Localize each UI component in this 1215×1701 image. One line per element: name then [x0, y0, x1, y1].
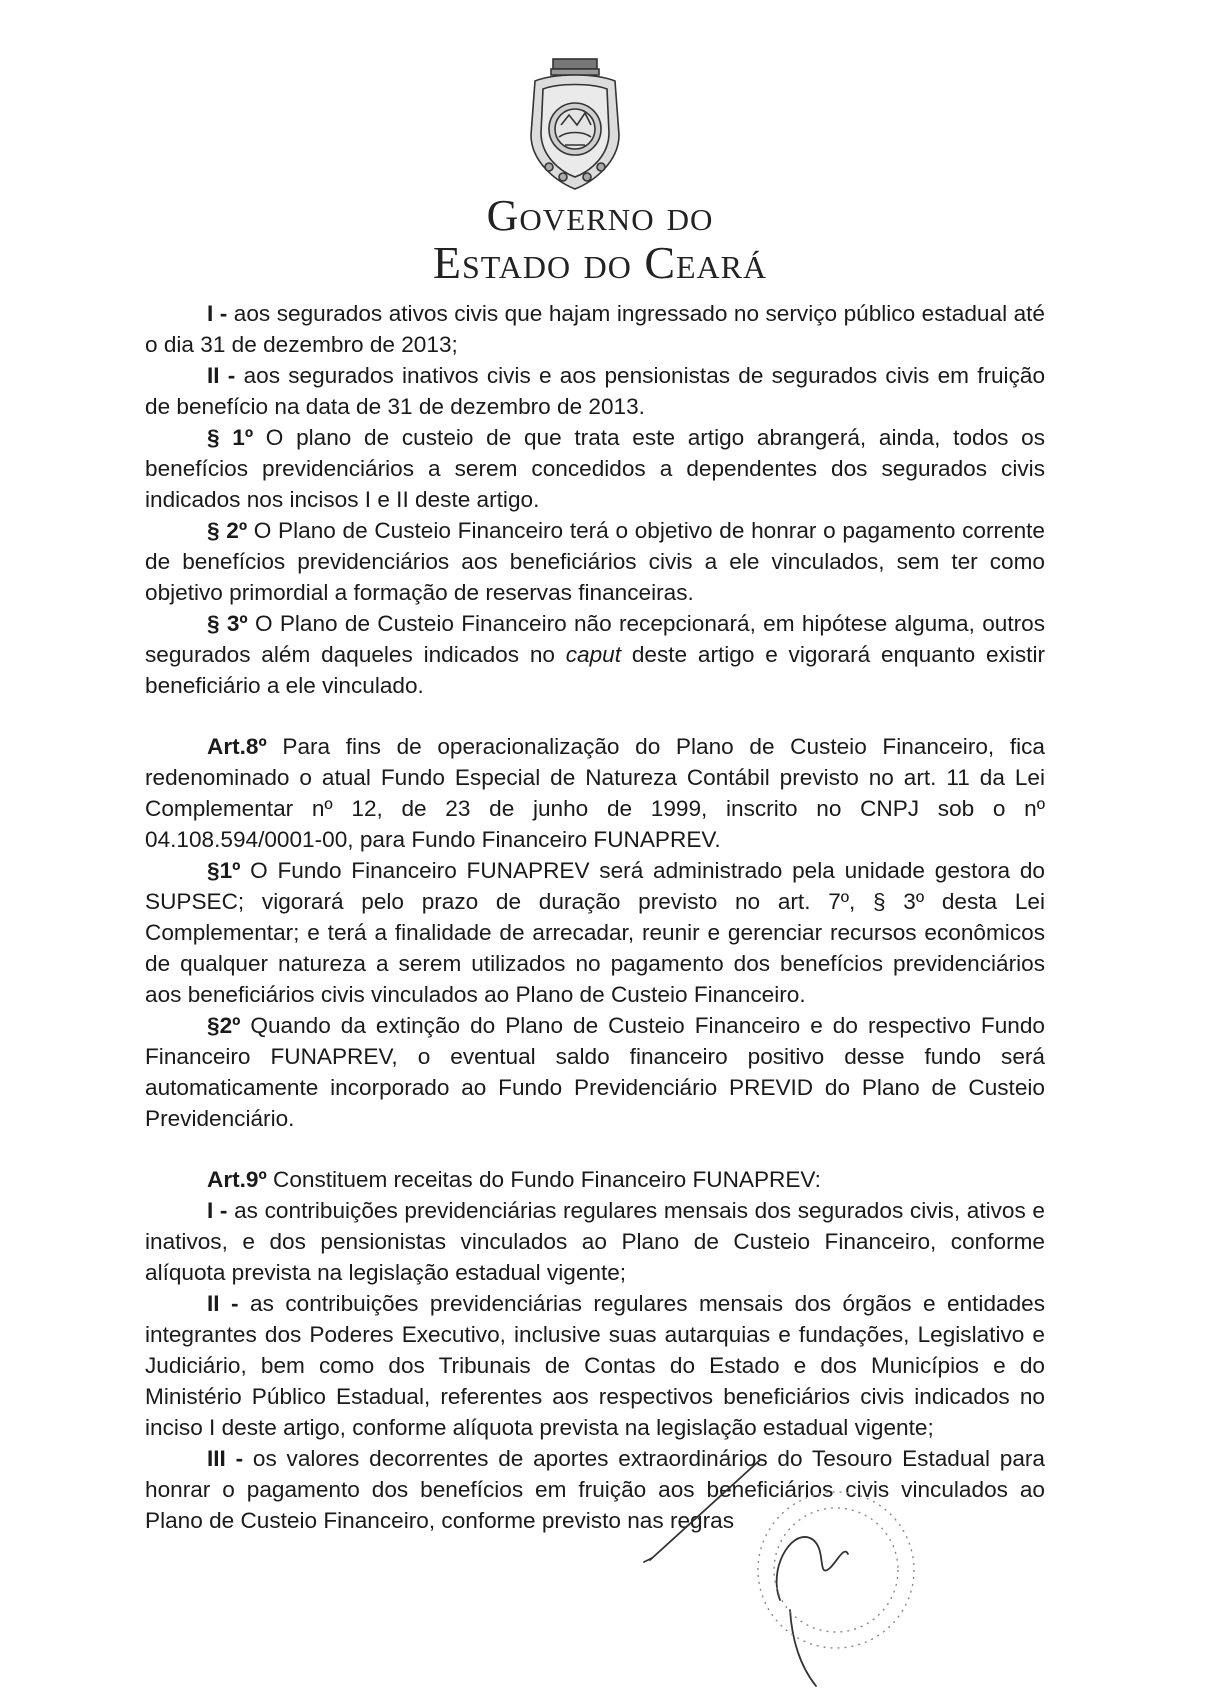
state-coat-of-arms [515, 55, 635, 193]
article-label: Art.9º [207, 1167, 267, 1192]
section-text: O plano de custeio de que trata este artigo abrangerá, ainda, todos os benefícios previdenciários a serem concedidos a dependentes dos segurados civis indicados nos incisos I e II deste artigo. [145, 425, 1045, 512]
inciso-label: III - [207, 1446, 244, 1471]
paragraph-article-8-section-1 [145, 855, 1045, 1010]
inciso-label: II - [207, 1291, 239, 1316]
inciso-text: as contribuições previdenciárias regulares mensais dos órgãos e entidades integrantes dos Poderes Executivo, inclusive suas autarquias e fundações, Legislativo e Judiciário, bem como dos Tribunais de Contas do Estado e dos Municípios e do Ministério Público Estadual, referentes aos respectivos beneficiários civis indicados no inciso I deste artigo, conforme alíquota prevista na legislação estadual vigente; [145, 1291, 1046, 1440]
inciso-text: os valores decorrentes de aportes extraordinários do Tesouro Estadual para honrar o pagamento dos benefícios em fruição aos beneficiários civis vinculados ao Plano de Custeio Financeiro, conforme previsto nas regras [145, 1446, 1045, 1533]
paragraph-article-8-section-2 [145, 1010, 1045, 1134]
header-title-line2: Estado do Ceará [432, 237, 768, 288]
section-label: § 2º [207, 518, 248, 543]
paragraph-inciso-ii [145, 360, 1045, 422]
document-body [145, 298, 1045, 1536]
section-text: O Plano de Custeio Financeiro terá o objetivo de honrar o pagamento corrente de benefícios previdenciários aos beneficiários civis a ele vinculados, sem ter como objetivo primordial a formação de reservas financeiras. [145, 518, 1045, 605]
inciso-text: aos segurados inativos civis e aos pensionistas de segurados civis em fruição de benefício na data de 31 de dezembro de 2013. [145, 363, 1046, 419]
inciso-label: II - [207, 363, 236, 388]
inciso-label: I - [207, 301, 228, 326]
inciso-text: as contribuições previdenciárias regulares mensais dos segurados civis, ativos e inativos, e dos pensionistas vinculados ao Plano de Custeio Financeiro, conforme alíquota prevista na legislação estadual vigente; [145, 1198, 1045, 1285]
header-title-line1: Governo do [486, 191, 714, 240]
inciso-text: aos segurados ativos civis que hajam ingressado no serviço público estadual até o dia 31 de dezembro de 2013; [145, 301, 1045, 357]
section-text: Quando da extinção do Plano de Custeio Financeiro e do respectivo Fundo Financeiro FUNAPREV, o eventual saldo financeiro positivo desse fundo será automaticamente incorporado ao Fundo Previdenciário PREVID do Plano de Custeio Previdenciário. [145, 1013, 1045, 1131]
section-text-b: deste artigo e vigorará enquanto existir beneficiário a ele vinculado. [145, 642, 1045, 698]
article-text: Constituem receitas do Fundo Financeiro FUNAPREV: [266, 1167, 821, 1192]
article-label: Art.8º [207, 734, 267, 759]
section-label: § 1º [207, 425, 254, 450]
inciso-label: I - [207, 1198, 228, 1223]
paragraph-section-3 [145, 608, 1045, 701]
article-text: Para fins de operacionalização do Plano de Custeio Financeiro, fica redenominado o atual Fundo Especial de Natureza Contábil previsto no art. 11 da Lei Complementar nº 12, de 23 de junho de 1999, inscrito no CNPJ sob o nº 04.108.594/0001-00, para Fundo Financeiro FUNAPREV. [145, 734, 1045, 852]
paragraph-article-8 [145, 731, 1045, 855]
section-text: O Fundo Financeiro FUNAPREV será administrado pela unidade gestora do SUPSEC; vigorará pelo prazo de duração previsto no art. 7º, § 3º desta Lei Complementar; e terá a finalidade de arrecadar, reunir e gerenciar recursos econômicos de qualquer natureza a serem utilizados no pagamento dos benefícios previdenciários aos beneficiários civis vinculados ao Plano de Custeio Financeiro. [145, 858, 1045, 1007]
section-label: §1º [207, 858, 241, 883]
signature-and-stamp [640, 1450, 960, 1690]
paragraph-article-9-inciso-ii [145, 1288, 1045, 1443]
paragraph-article-9-inciso-i [145, 1195, 1045, 1288]
caput-term: caput [565, 642, 622, 667]
section-label: § 3º [207, 611, 248, 636]
section-text-a: O Plano de Custeio Financeiro não recepcionará, em hipótese alguma, outros segurados além daqueles indicados no [145, 611, 1045, 667]
section-label: §2º [207, 1013, 241, 1038]
paragraph-section-2 [145, 515, 1045, 608]
paragraph-article-9 [145, 1164, 1045, 1195]
paragraph-inciso-i [145, 298, 1045, 360]
paragraph-section-1 [145, 422, 1045, 515]
